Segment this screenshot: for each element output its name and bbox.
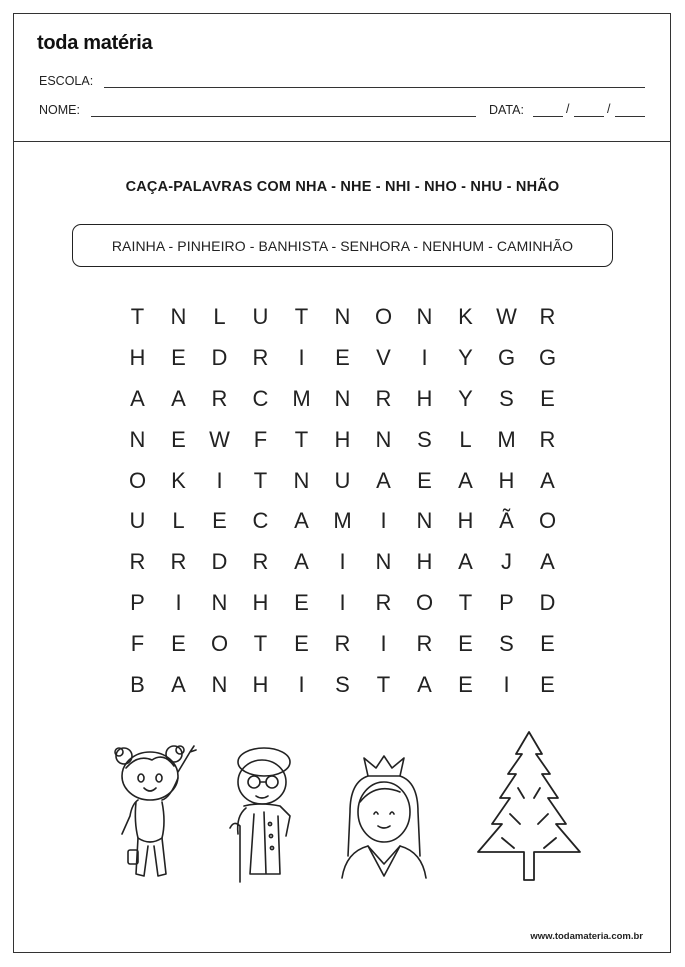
grid-letter[interactable]: I xyxy=(339,589,346,615)
grid-letter[interactable]: H xyxy=(252,671,269,697)
grid-letter[interactable]: I xyxy=(380,630,387,656)
grid-letter[interactable]: I xyxy=(339,549,346,575)
grid-row xyxy=(117,419,568,460)
grid-letter[interactable]: A xyxy=(376,467,391,493)
grid-letter[interactable]: O xyxy=(538,508,557,534)
grid-letter[interactable]: I xyxy=(216,467,223,493)
name-field[interactable] xyxy=(91,116,476,117)
grid-letter[interactable]: E xyxy=(212,508,227,534)
word-list-box xyxy=(72,224,613,267)
grid-letter[interactable]: L xyxy=(459,426,472,452)
grid-letter[interactable]: N xyxy=(375,549,392,575)
grid-letter[interactable]: N xyxy=(211,589,228,615)
grid-letter[interactable]: I xyxy=(298,671,305,697)
name-label: NOME: xyxy=(39,103,80,117)
grid-letter[interactable]: A xyxy=(417,671,432,697)
grid-letter[interactable]: T xyxy=(130,304,145,330)
grid-letter[interactable]: P xyxy=(130,589,145,615)
grid-letter[interactable]: E xyxy=(335,345,350,371)
grid-letter[interactable]: L xyxy=(213,304,226,330)
grid-letter[interactable]: R xyxy=(539,426,556,452)
school-label: ESCOLA: xyxy=(39,74,94,88)
grid-letter[interactable]: H xyxy=(416,549,433,575)
grid-row xyxy=(117,542,568,583)
header-divider xyxy=(13,141,671,142)
grid-letter[interactable]: F xyxy=(253,426,268,452)
grid-letter[interactable]: R xyxy=(211,385,228,411)
grid-letter[interactable]: R xyxy=(170,549,187,575)
grid-letter[interactable]: A xyxy=(294,508,309,534)
grid-letter[interactable]: A xyxy=(540,467,555,493)
grid-letter[interactable]: D xyxy=(211,549,228,575)
grid-letter[interactable]: R xyxy=(129,549,146,575)
grid-letter[interactable]: E xyxy=(294,630,309,656)
grid-letter[interactable]: I xyxy=(380,508,387,534)
grid-letter[interactable]: T xyxy=(376,671,391,697)
grid-letter[interactable]: H xyxy=(457,508,474,534)
grid-letter[interactable]: W xyxy=(496,304,517,330)
grid-letter[interactable]: N xyxy=(334,304,351,330)
grid-letter[interactable]: F xyxy=(130,630,145,656)
pine-tree-icon xyxy=(474,728,584,884)
grid-letter[interactable]: R xyxy=(252,549,269,575)
grid-letter[interactable]: M xyxy=(292,385,311,411)
girl-swimsuit-icon xyxy=(108,742,200,887)
date-label: DATA: xyxy=(489,103,524,117)
grid-row xyxy=(117,297,568,338)
grid-letter[interactable]: E xyxy=(540,671,555,697)
grid-letter[interactable]: G xyxy=(538,345,557,371)
grid-row xyxy=(117,379,568,420)
date-separator: / xyxy=(566,102,570,116)
grid-letter[interactable]: G xyxy=(497,345,516,371)
grid-letter[interactable]: A xyxy=(171,385,186,411)
grid-letter[interactable]: E xyxy=(458,671,473,697)
grid-letter[interactable]: I xyxy=(298,345,305,371)
grid-letter[interactable]: E xyxy=(540,385,555,411)
grid-letter[interactable]: E xyxy=(294,589,309,615)
grid-row xyxy=(117,664,568,705)
grid-letter[interactable]: N xyxy=(293,467,310,493)
grid-letter[interactable]: N xyxy=(416,508,433,534)
grid-row xyxy=(117,460,568,501)
grid-letter[interactable]: V xyxy=(376,345,391,371)
grid-letter[interactable]: I xyxy=(421,345,428,371)
grid-row xyxy=(117,501,568,542)
grid-letter[interactable]: H xyxy=(498,467,515,493)
grid-letter[interactable]: N xyxy=(334,385,351,411)
logo: toda matéria xyxy=(37,32,153,54)
grid-letter[interactable]: P xyxy=(499,589,514,615)
queen-crown-icon xyxy=(338,752,430,882)
footer-url: www.todamateria.com.br xyxy=(530,931,643,942)
grid-letter[interactable]: N xyxy=(129,426,146,452)
word-list: RAINHA - PINHEIRO - BANHISTA - SENHORA - NENHUM - CAMINHÃO xyxy=(111,237,574,254)
grid-letter[interactable]: N xyxy=(375,426,392,452)
date-month-field[interactable] xyxy=(574,116,604,117)
grid-letter[interactable]: U xyxy=(334,467,351,493)
grid-letter[interactable]: D xyxy=(539,589,556,615)
grid-letter[interactable]: E xyxy=(458,630,473,656)
grid-letter[interactable]: L xyxy=(172,508,185,534)
grid-letter[interactable]: U xyxy=(129,508,146,534)
grid-letter[interactable]: S xyxy=(335,671,350,697)
grid-letter[interactable]: C xyxy=(252,385,269,411)
grid-letter[interactable]: N xyxy=(211,671,228,697)
grid-row xyxy=(117,583,568,624)
grid-letter[interactable]: K xyxy=(458,304,473,330)
grid-letter[interactable]: A xyxy=(458,467,473,493)
grid-letter[interactable]: J xyxy=(501,549,512,575)
grandmother-cane-icon xyxy=(220,744,308,886)
grid-letter[interactable]: I xyxy=(175,589,182,615)
grid-letter[interactable]: O xyxy=(374,304,393,330)
grid-letter[interactable]: M xyxy=(333,508,352,534)
grid-letter[interactable]: A xyxy=(540,549,555,575)
grid-letter[interactable]: B xyxy=(130,671,145,697)
grid-letter[interactable]: O xyxy=(415,589,434,615)
grid-letter[interactable]: T xyxy=(253,630,268,656)
grid-letter[interactable]: S xyxy=(499,630,514,656)
date-separator: / xyxy=(607,102,611,116)
grid-letter[interactable]: S xyxy=(417,426,432,452)
grid-letter[interactable]: C xyxy=(252,508,269,534)
grid-letter[interactable]: K xyxy=(171,467,186,493)
school-field[interactable] xyxy=(104,87,645,88)
grid-letter[interactable]: A xyxy=(171,671,186,697)
grid-letter[interactable]: T xyxy=(458,589,473,615)
grid-letter[interactable]: E xyxy=(171,630,186,656)
grid-letter[interactable]: H xyxy=(129,345,146,371)
grid-letter[interactable]: A xyxy=(294,549,309,575)
grid-letter[interactable]: T xyxy=(294,426,309,452)
date-day-field[interactable] xyxy=(533,116,563,117)
grid-letter[interactable]: O xyxy=(128,467,147,493)
grid-letter[interactable]: A xyxy=(458,549,473,575)
grid-letter[interactable]: R xyxy=(539,304,556,330)
grid-letter[interactable]: T xyxy=(294,304,309,330)
grid-letter[interactable]: R xyxy=(375,589,392,615)
grid-row xyxy=(117,623,568,664)
grid-letter[interactable]: W xyxy=(209,426,230,452)
word-search-grid xyxy=(117,297,568,705)
grid-letter[interactable]: Y xyxy=(458,385,473,411)
grid-letter[interactable]: E xyxy=(171,345,186,371)
grid-letter[interactable]: A xyxy=(130,385,145,411)
activity-title: CAÇA-PALAVRAS COM NHA - NHE - NHI - NHO - NHU - NHÃO xyxy=(125,179,560,195)
grid-letter[interactable]: N xyxy=(170,304,187,330)
grid-letter[interactable]: I xyxy=(503,671,510,697)
grid-letter[interactable]: R xyxy=(252,345,269,371)
grid-letter[interactable]: H xyxy=(252,589,269,615)
grid-letter[interactable]: S xyxy=(499,385,514,411)
grid-letter[interactable]: H xyxy=(334,426,351,452)
grid-letter[interactable]: R xyxy=(334,630,351,656)
grid-letter[interactable]: M xyxy=(497,426,516,452)
grid-letter[interactable]: T xyxy=(253,467,268,493)
grid-letter[interactable]: Ã xyxy=(499,508,514,534)
grid-letter[interactable]: R xyxy=(416,630,433,656)
grid-letter[interactable]: Y xyxy=(458,345,473,371)
grid-row xyxy=(117,338,568,379)
grid-letter[interactable]: D xyxy=(211,345,228,371)
grid-letter[interactable]: H xyxy=(416,385,433,411)
grid-letter[interactable]: O xyxy=(210,630,229,656)
grid-letter[interactable]: E xyxy=(171,426,186,452)
grid-letter[interactable]: U xyxy=(252,304,269,330)
grid-letter[interactable]: N xyxy=(416,304,433,330)
grid-letter[interactable]: R xyxy=(375,385,392,411)
grid-letter[interactable]: E xyxy=(540,630,555,656)
grid-letter[interactable]: E xyxy=(417,467,432,493)
date-year-field[interactable] xyxy=(615,116,645,117)
